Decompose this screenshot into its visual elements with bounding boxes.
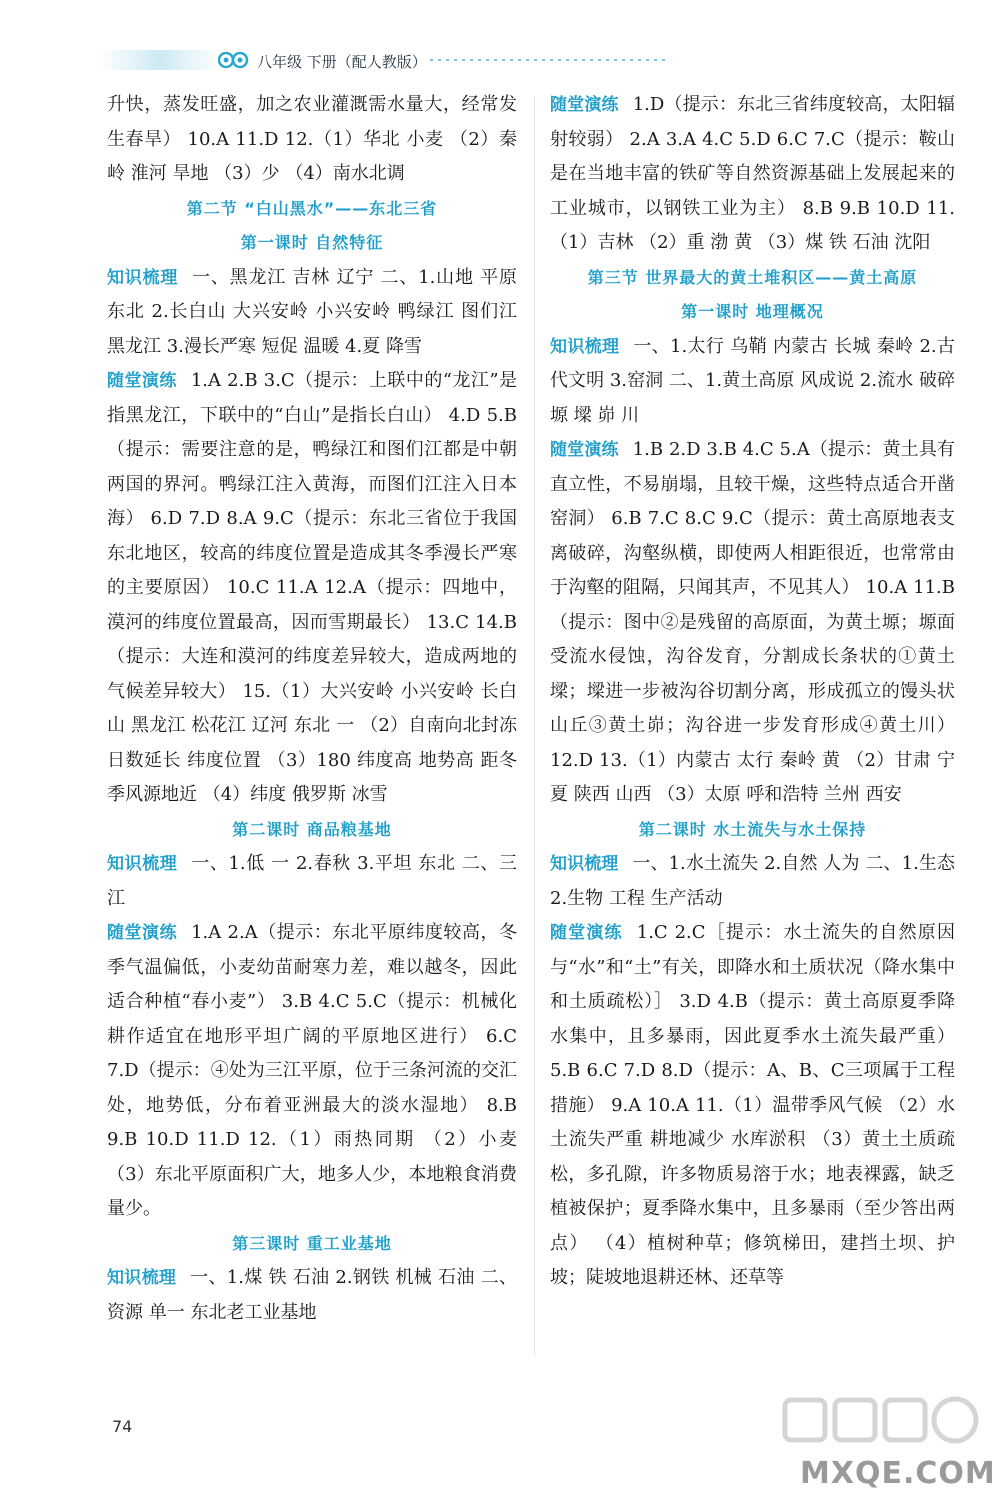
answer-block	[107, 847, 517, 916]
section-heading: 第三节 世界最大的黄土堆积区——黄土高原	[587, 267, 918, 287]
block-text: 1.C 2.C［提示：水土流失的自然原因与“水”和“土”有关，即降水和土质状况（降水集中和土质疏松）］ 3.D 4.B（提示：黄土高原夏季降水集中，且多暴雨，因此夏季水土流失最严重） 5.B 6.C 7.D 8.D（提示：A、B、C三项属于工程措施） 9.A 10.A 11.（1）温带季风气候 （2）水土流失严重 耕地减少 水库淤积 （3）黄土土质疏松，多孔隙，许多物质易溶于水；地表裸露，缺乏植被保护；夏季降水集中，且多暴雨（至少答出两点） （4）植树种草；修筑梯田，建挡土坝、护坡；陡坡地退耕还林、还草等	[550, 922, 955, 1288]
series-logo-icon	[218, 52, 252, 68]
block-text: 升快，蒸发旺盛，加之农业灌溉需水量大，经常发生春旱） 10.A 11.D 12.（1）华北 小麦 （2）秦岭 淮河 旱地 （3）少 （4）南水北调	[107, 94, 517, 184]
block-text: 一、1.太行 乌鞘 内蒙古 长城 秦岭 2.古代文明 3.窑洞 二、1.黄土高原 风成说 2.流水 破碎 塬 墚 峁 川	[550, 335, 955, 426]
section-heading: 第一课时 地理概况	[681, 302, 824, 321]
block-tag: 知识梳理	[107, 267, 179, 288]
block-tag: 随堂演练	[550, 95, 619, 115]
block-tag: 随堂演练	[107, 371, 177, 391]
block-text: 1.D（提示：东北三省纬度较高，太阳辐射较弱） 2.A 3.A 4.C 5.D 6.C 7.C（提示：鞍山是在当地丰富的铁矿等自然资源基础上发展起来的工业城市，以钢铁工业为主） 8.B 9.B 10.D 11.（1）吉林 （2）重 渤 黄 （3）煤 铁 石油 沈阳	[550, 94, 956, 253]
answer-block	[550, 847, 955, 916]
answer-block	[107, 364, 517, 813]
block-text: 1.A 2.A（提示：东北平原纬度较高，冬季气温偏低，小麦幼苗耐寒力差，难以越冬，因此适合种植“春小麦”） 3.B 4.C 5.C（提示：机械化耕作适宜在地形平坦广阔的平原地区进行） 6.C 7.D（提示：④处为三江平原，位于三条河流的交汇处，地势低，分布着亚洲最大的淡水湿地） 8.B 9.B 10.D 11.D 12.（1）雨热同期 （2）小麦 （3）东北平原面积广大，地多人少，本地粮食消费量少。	[107, 922, 517, 1219]
block-tag: 随堂演练	[550, 440, 619, 460]
block-tag: 知识梳理	[107, 1268, 177, 1288]
block-tag: 知识梳理	[107, 854, 178, 874]
page-number: 74	[112, 1417, 133, 1436]
block-text: 1.A 2.B 3.C（提示：上联中的“龙江”是指黑龙江，下联中的“白山”是指长白山） 4.D 5.B（提示：需要注意的是，鸭绿江和图们江都是中朝两国的界河。鸭绿江注入黄海，而图们江注入日本海） 6.D 7.D 8.A 9.C（提示：东北三省位于我国东北地区，较高的纬度位置是造成其冬季漫长严寒的主要原因） 10.C 11.A 12.A（提示：四地中，漠河的纬度位置最高，因而雪期最长） 13.C 14.B（提示：大连和漠河的纬度差异较大，造成两地的气候差异较大） 15.（1）大兴安岭 小兴安岭 长白山 黑龙江 松花江 辽河 东北 一 （2）自南向北封冻日数延长 纬度位置 （3）180 纬度高 地势高 距冬季风源地近 （4）纬度 俄罗斯 冰雪	[107, 370, 518, 805]
block-text: 1.B 2.D 3.B 4.C 5.A（提示：黄土具有直立性，不易崩塌，且较干燥，这些特点适合开凿窑洞） 6.B 7.C 8.C 9.C（提示：黄土高原地表支离破碎，沟壑纵横，即使两人相距很近，也常常由于沟壑的阻隔，只闻其声，不见其人） 10.A 11.B（提示：图中②是残留的高原面，为黄土塬；塬面受流水侵蚀，沟谷发育，分割成长条状的①黄土墚；墚进一步被沟谷切割分离，形成孤立的馒头状山丘③黄土峁；沟谷进一步发育形成④黄土川） 12.D 13.（1）内蒙古 太行 秦岭 黄 （2）甘肃 宁夏 陕西 山西 （3）太原 呼和浩特 兰州 西安	[550, 439, 956, 805]
section-heading: 第一课时 自然特征	[240, 233, 384, 252]
left-column	[107, 88, 517, 1330]
answer-block	[107, 1261, 517, 1330]
block-text: 一、1.水土流失 2.自然 人为 二、1.生态 2.生物 工程 生产活动	[550, 853, 956, 909]
grade-label: 八年级 下册（配人教版）	[257, 53, 427, 71]
answer-block	[107, 916, 517, 1227]
answer-block	[550, 916, 955, 1296]
section-heading: 第二节 “白山黑水”——东北三省	[186, 198, 438, 218]
header-band	[100, 50, 220, 70]
block-text: 一、1.低 一 2.春秋 3.平坦 东北 二、三江	[107, 853, 517, 909]
column-divider	[534, 96, 535, 1356]
header-dotted-rule	[430, 59, 670, 61]
block-text: 一、1.煤 铁 石油 2.钢铁 机械 石油 二、资源 单一 东北老工业基地	[107, 1267, 517, 1323]
answer-block	[550, 88, 955, 261]
block-tag: 随堂演练	[550, 923, 623, 943]
section-heading: 第二课时 水土流失与水土保持	[638, 819, 867, 839]
section-heading: 第二课时 商品粮基地	[232, 819, 392, 839]
block-tag: 随堂演练	[107, 923, 178, 943]
block-text: 一、黑龙江 吉林 辽宁 二、1.山地 平原 东北 2.长白山 大兴安岭 小兴安岭 鸭绿江 图们江 黑龙江 3.漫长严寒 短促 温暖 4.夏 降雪	[107, 266, 518, 357]
answer-text	[107, 88, 517, 192]
answer-block	[107, 261, 517, 365]
block-tag: 知识梳理	[550, 336, 620, 357]
watermark-text: MXQE.COM	[800, 1456, 996, 1491]
answer-block	[550, 330, 955, 434]
answer-block	[550, 433, 955, 813]
block-tag: 知识梳理	[550, 854, 619, 874]
page-header	[0, 0, 1000, 80]
right-column	[550, 88, 955, 1296]
section-heading: 第三课时 重工业基地	[232, 1233, 392, 1253]
